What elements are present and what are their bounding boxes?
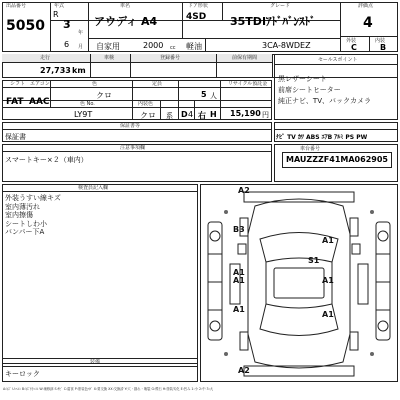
damage-mark-left-rear: A1 [233,276,245,285]
inspector-note: バンパー下A [5,228,45,236]
car-diagram [200,184,398,382]
int-grade: B [380,43,387,52]
lot-label: 出品番号 [6,3,27,9]
color-label: 色 [92,81,98,87]
sales-point-label: セールスポイント [318,57,358,63]
int-color-label: 内装色 [138,101,154,107]
fuel-type: 軽油 [186,42,202,51]
handle-type: H [210,110,217,119]
right-side-outline [376,222,390,340]
inspector-note: シートしわ小 [5,219,47,228]
notes-text: スマートキー×２（車内） [5,156,88,164]
warranty-label: 保証書等 [120,123,141,129]
front-bumper [244,192,354,202]
mileage-unit: km [72,66,86,75]
month-value: 6 [64,40,70,49]
layout-a: 4 [188,110,194,119]
recycle-unit: 円 [262,111,269,119]
damage-mark-front: A2 [238,186,250,195]
grade-value: 35TDIｱﾄﾞﾊﾞﾝｽﾄﾞ [230,15,316,28]
interior-color: クロ [140,111,156,120]
damage-mark-right-quarter: A1 [322,310,334,319]
air-conditioning: AAC [29,97,50,107]
damage-mark-right-rear: A1 [322,276,334,285]
bottom-label: 装備 [90,359,101,365]
sales-point-item: 純正ナビ、TV、バックカメラ [278,97,371,105]
vin-number: MAUZZZF41MA062905 [286,155,388,164]
mileage-value: 27,733 [40,66,71,75]
model-name: アウディ A4 [94,15,158,28]
notes-label: 注意事項欄 [120,145,146,151]
transmission: FAT [6,97,24,107]
recycle-label: リサイクル預託金 [228,81,268,87]
recycle-value: 15,190 [230,109,261,118]
damage-mark-bonnet: B3 [233,225,245,234]
model-code: 3CA-8WDEZ [262,41,311,50]
seats-value: 5 [201,90,207,99]
prev-owner-label: 前保有期間 [232,55,258,61]
month-unit: 月 [78,44,84,50]
door-count: D [181,110,188,119]
left-side-outline [208,222,222,340]
ext-grade: C [351,43,357,52]
color-code: LY9T [74,110,93,119]
use-type: 自家用 [96,42,120,51]
inspector-note: 外装うすい線キズ [5,194,61,202]
inspect-label: 車検 [104,55,115,61]
door-label: ドア形状 [188,3,208,9]
inspector-note: 室内擦傷 [5,211,33,219]
sales-point-item: 前席シートヒーター [278,86,341,94]
damage-mark-roof: S1 [308,256,320,265]
color-code-label: 色 No. [80,101,95,107]
model-label: 車名 [120,3,131,9]
inspector-notes [5,194,61,237]
damage-mark-rear: A2 [238,366,250,375]
era: R [53,10,59,19]
year-label: 年式 [54,3,65,9]
shift-label: シフト [10,81,26,87]
inspector-note: 室内薄汚れ [5,202,40,211]
damage-mark-front-right: A1 [322,236,334,245]
seats-unit: 人 [210,92,217,100]
lot-number: 5050 [6,18,45,34]
reg-label: 登録番号 [160,55,181,61]
warranty-value: 保証書 [5,133,26,141]
equipment-list: ﾅﾋﾞ TV ｶﾜ ABS ｴｱB ｱﾙﾐ PS PW [276,134,368,141]
int-label: 内装 [375,38,386,44]
top-view-body [248,199,350,368]
door-type: 4SD [186,12,207,22]
score-label: 評価点 [358,3,374,9]
year-unit: 年 [78,30,84,36]
cc-unit: cc [170,45,176,51]
score-value: 4 [363,15,373,31]
ext-label: 外装 [346,38,357,44]
damage-legend: A:ｷｽﾞ U:ﾍｺﾐ B:ｷｽﾞ付ﾍｺﾐ W:補修跡 S:ｻﾋﾞ C:腐食 P:塗装色ﾊｹﾞ X:要交換 XX:交換済 Y:穴・割れ・亀裂 G:飛石 H:塗装劣化 E:凹み 1:小 2:中 3:大 [3,387,214,391]
year-value: 3 [63,18,71,31]
damage-mark-left-door: A1 [233,268,245,277]
damage-mark-left-quarter: A1 [233,305,245,314]
inspector-label: 検査員記入欄 [78,185,109,191]
handle-side: 右 [198,111,206,120]
body-color: クロ [96,91,112,100]
key-lock: キーロック [5,370,40,378]
ac-label: エアコン [30,81,50,87]
interior-color-suffix: 系 [166,112,173,120]
mileage-label: 走行 [40,55,51,61]
sales-point-item: 黒レザーシート [278,75,327,83]
grade-label: グレード [270,3,291,9]
seat-label: 定員 [152,81,163,87]
engine-cc: 2000 [143,41,164,50]
vin-label: 車台番号 [300,146,321,152]
sales-point-list [278,74,371,107]
